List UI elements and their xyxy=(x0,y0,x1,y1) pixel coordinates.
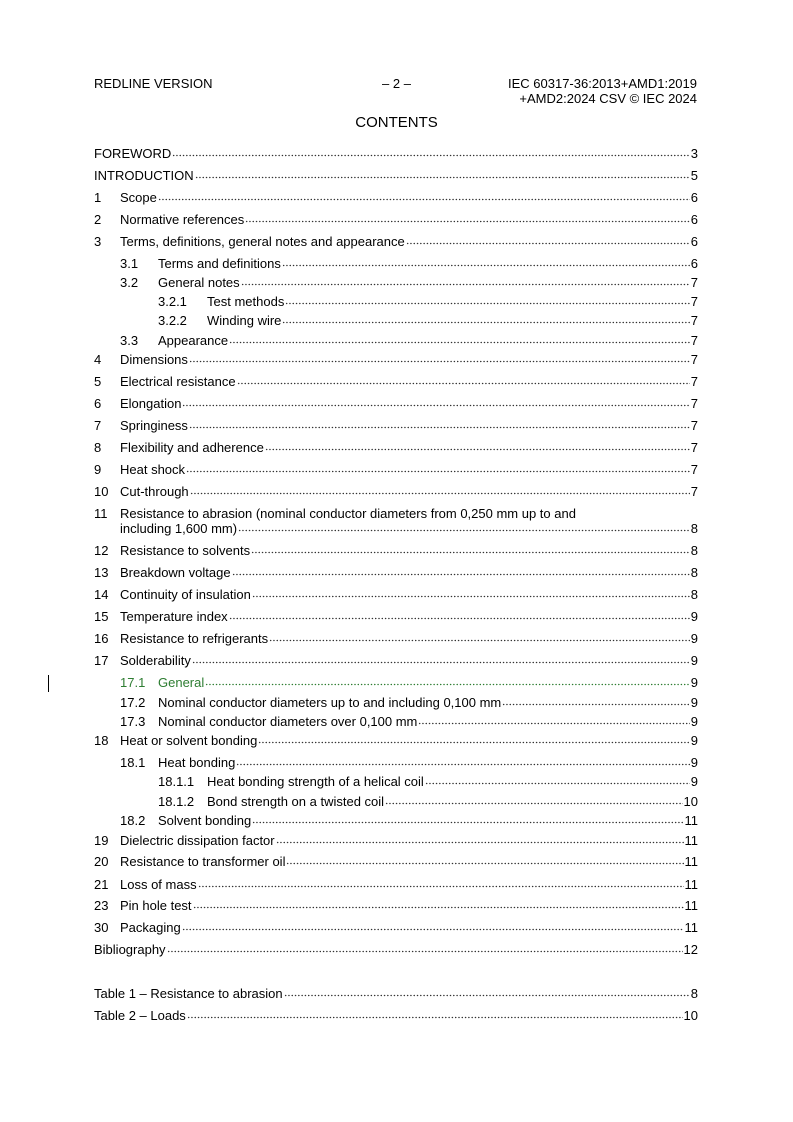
dot-leader xyxy=(229,616,690,620)
header-right-line2: +AMD2:2024 CSV © IEC 2024 xyxy=(519,91,697,106)
toc-entry-number: 3 xyxy=(94,234,102,249)
toc-entry-number: 17.3 xyxy=(120,714,146,729)
toc-entry-number: 23 xyxy=(94,898,109,913)
toc-entry-text: Dimensions xyxy=(120,352,188,367)
toc-entry-text: Springiness xyxy=(120,418,188,433)
toc-entry-5[interactable] xyxy=(94,374,698,389)
toc-entry-page: 9 xyxy=(690,755,698,770)
toc-entry-text: Dielectric dissipation factor xyxy=(120,833,275,848)
toc-entry-18-1-1[interactable] xyxy=(158,774,698,789)
toc-entry-page: 11 xyxy=(684,877,698,892)
toc-entry-text: Electrical resistance xyxy=(120,374,236,389)
dot-leader xyxy=(238,528,690,532)
dot-leader xyxy=(167,949,683,953)
toc-entry-number: 12 xyxy=(94,543,109,558)
toc-entry-7[interactable] xyxy=(94,418,698,433)
toc-entry-text: General notes xyxy=(158,275,240,290)
toc-entry-page: 11 xyxy=(684,833,698,848)
toc-entry-3[interactable] xyxy=(94,234,698,249)
toc-entry-page: 12 xyxy=(683,942,698,957)
toc-entry-19[interactable] xyxy=(94,833,698,848)
table-entry-page: 10 xyxy=(683,1008,698,1023)
toc-entry-page: 11 xyxy=(684,854,698,869)
toc-entry-page: 5 xyxy=(690,168,698,183)
dot-leader xyxy=(189,425,690,429)
toc-entry-text: Bibliography xyxy=(94,942,166,957)
toc-entry-text: General xyxy=(158,675,205,690)
toc-entry-text: Appearance xyxy=(158,333,229,348)
dot-leader xyxy=(258,740,689,744)
toc-entry-page: 9 xyxy=(690,675,698,690)
toc-entry-page: 9 xyxy=(690,774,698,789)
dot-leader xyxy=(229,340,690,344)
toc-entry-number: 18.1 xyxy=(120,755,146,770)
toc-entry-3-2-2[interactable] xyxy=(158,313,698,328)
toc-entry-text: Continuity of insulation xyxy=(120,587,251,602)
toc-entry-bibliography[interactable] xyxy=(94,942,698,957)
dot-leader xyxy=(241,282,690,286)
toc-entry-18-1[interactable] xyxy=(120,755,698,770)
toc-entry-page: 11 xyxy=(684,813,698,828)
dot-leader xyxy=(187,1015,683,1019)
toc-entry-text: Elongation xyxy=(120,396,182,411)
toc-entry-number: 11 xyxy=(94,506,108,521)
table-entry-page: 8 xyxy=(690,986,698,1001)
toc-entry-number: 3.1 xyxy=(120,256,139,271)
toc-entry-text: Normative references xyxy=(120,212,245,227)
dot-leader xyxy=(158,197,690,201)
toc-entry-text: Cut-through xyxy=(120,484,189,499)
toc-entry-number: 2 xyxy=(94,212,102,227)
toc-entry-page: 9 xyxy=(690,653,698,668)
toc-entry-number: 17.2 xyxy=(120,695,146,710)
toc-entry-number: 13 xyxy=(94,565,109,580)
toc-entry-text: Nominal conductor diameters over 0,100 mm xyxy=(158,714,418,729)
toc-entry-page: 9 xyxy=(690,733,698,748)
toc-entry-page: 9 xyxy=(690,631,698,646)
dot-leader xyxy=(232,572,690,576)
dot-leader xyxy=(418,721,689,725)
dot-leader xyxy=(205,682,690,686)
table-entry-text: Table 2 – Loads xyxy=(94,1008,186,1023)
toc-entry-17-3[interactable] xyxy=(120,714,698,729)
table-list-entry-1[interactable] xyxy=(94,986,698,1001)
toc-entry-number: 5 xyxy=(94,374,102,389)
toc-entry-page: 7 xyxy=(690,440,698,455)
dot-leader xyxy=(252,594,690,598)
toc-entry-1[interactable] xyxy=(94,190,698,205)
table-list-entry-2[interactable] xyxy=(94,1008,698,1023)
toc-entry-14[interactable] xyxy=(94,587,698,602)
toc-entry-page: 6 xyxy=(690,256,698,271)
toc-entry-text: Resistance to abrasion (nominal conductor diameters from 0,250 mm up to and xyxy=(120,506,576,521)
dot-leader xyxy=(198,884,684,888)
dot-leader xyxy=(265,447,690,451)
dot-leader xyxy=(190,491,690,495)
toc-entry-number: 20 xyxy=(94,854,109,869)
toc-entry-text: Pin hole test xyxy=(120,898,192,913)
toc-entry-number: 16 xyxy=(94,631,109,646)
toc-entry-number: 18.2 xyxy=(120,813,146,828)
dot-leader xyxy=(245,219,689,223)
toc-entry-number: 18 xyxy=(94,733,109,748)
toc-entry-text: Heat or solvent bonding xyxy=(120,733,258,748)
toc-entry-18-1-2[interactable] xyxy=(158,794,698,809)
dot-leader xyxy=(286,861,683,865)
toc-entry-text: Winding wire xyxy=(207,313,282,328)
toc-entry-number: 10 xyxy=(94,484,109,499)
toc-entry-introduction[interactable] xyxy=(94,168,698,183)
toc-entry-number: 3.2.1 xyxy=(158,294,187,309)
toc-entry-text: Solderability xyxy=(120,653,191,668)
toc-entry-page: 7 xyxy=(690,396,698,411)
toc-entry-number: 18.1.1 xyxy=(158,774,195,789)
toc-entry-text: Heat bonding xyxy=(158,755,236,770)
toc-entry-page: 7 xyxy=(690,294,698,309)
toc-entry-page: 8 xyxy=(690,521,698,536)
toc-entry-number: 9 xyxy=(94,462,102,477)
toc-entry-number: 6 xyxy=(94,396,102,411)
toc-entry-text: Resistance to refrigerants xyxy=(120,631,269,646)
toc-entry-text: FOREWORD xyxy=(94,146,172,161)
toc-entry-18-2[interactable] xyxy=(120,813,698,828)
toc-entry-page: 3 xyxy=(690,146,698,161)
toc-entry-page: 6 xyxy=(690,234,698,249)
dot-leader xyxy=(282,320,689,324)
toc-entry-21[interactable] xyxy=(94,877,698,892)
dot-leader xyxy=(182,403,689,407)
toc-entry-number: 4 xyxy=(94,352,102,367)
toc-entry-6[interactable] xyxy=(94,396,698,411)
toc-entry-text: Resistance to transformer oil xyxy=(120,854,286,869)
toc-entry-text: Nominal conductor diameters up to and including 0,100 mm xyxy=(158,695,502,710)
change-bar xyxy=(48,675,49,692)
toc-entry-30[interactable] xyxy=(94,920,698,935)
toc-entry-text: INTRODUCTION xyxy=(94,168,194,183)
dot-leader xyxy=(276,840,684,844)
toc-entry-page: 7 xyxy=(690,352,698,367)
dot-leader xyxy=(502,702,690,706)
toc-entry-page: 8 xyxy=(690,543,698,558)
dot-leader xyxy=(285,301,689,305)
toc-entry-text: Heat shock xyxy=(120,462,186,477)
toc-entry-8[interactable] xyxy=(94,440,698,455)
toc-entry-page: 9 xyxy=(690,695,698,710)
toc-entry-20[interactable] xyxy=(94,854,698,869)
header-left: REDLINE VERSION xyxy=(94,76,213,91)
toc-entry-3-3[interactable] xyxy=(120,333,698,348)
dot-leader xyxy=(406,241,690,245)
dot-leader xyxy=(385,801,682,805)
dot-leader xyxy=(192,660,690,664)
toc-entry-page: 7 xyxy=(690,333,698,348)
toc-entry-page: 8 xyxy=(690,565,698,580)
toc-entry-number: 30 xyxy=(94,920,109,935)
toc-entry-2[interactable] xyxy=(94,212,698,227)
toc-entry-page: 7 xyxy=(690,374,698,389)
dot-leader xyxy=(186,469,690,473)
dot-leader xyxy=(189,359,690,363)
toc-entry-page: 7 xyxy=(690,313,698,328)
toc-entry-4[interactable] xyxy=(94,352,698,367)
toc-entry-text: Flexibility and adherence xyxy=(120,440,264,455)
dot-leader xyxy=(252,820,683,824)
header-page-number: – 2 – xyxy=(382,76,411,91)
table-entry-text: Table 1 – Resistance to abrasion xyxy=(94,986,283,1001)
toc-entry-number: 19 xyxy=(94,833,109,848)
toc-entry-text: Resistance to solvents xyxy=(120,543,251,558)
toc-entry-number: 3.2 xyxy=(120,275,139,290)
toc-entry-number: 3.3 xyxy=(120,333,139,348)
dot-leader xyxy=(425,781,690,785)
toc-entry-9[interactable] xyxy=(94,462,698,477)
toc-entry-text: Solvent bonding xyxy=(158,813,252,828)
toc-entry-text: Terms, definitions, general notes and appearance xyxy=(120,234,405,249)
dot-leader xyxy=(172,153,689,157)
toc-entry-text: Loss of mass xyxy=(120,877,197,892)
dot-leader xyxy=(251,550,690,554)
toc-entry-continuation xyxy=(120,521,698,536)
toc-entry-number: 21 xyxy=(94,877,109,892)
toc-entry-3-2-1[interactable] xyxy=(158,294,698,309)
toc-entry-3-1[interactable] xyxy=(120,256,698,271)
toc-entry-3-2[interactable] xyxy=(120,275,698,290)
toc-entry-17-1[interactable] xyxy=(120,675,698,690)
toc-entry-number: 15 xyxy=(94,609,109,624)
toc-entry-text: Terms and definitions xyxy=(158,256,281,271)
toc-entry-number: 17 xyxy=(94,653,109,668)
toc-entry-page: 7 xyxy=(690,462,698,477)
toc-entry-number: 18.1.2 xyxy=(158,794,195,809)
toc-entry-13[interactable] xyxy=(94,565,698,580)
toc-entry-text: Heat bonding strength of a helical coil xyxy=(207,774,424,789)
dot-leader xyxy=(193,905,684,909)
dot-leader xyxy=(195,175,690,179)
toc-entry-text: Breakdown voltage xyxy=(120,565,231,580)
toc-entry-18[interactable] xyxy=(94,733,698,748)
toc-entry-page: 9 xyxy=(690,609,698,624)
toc-entry-text: Packaging xyxy=(120,920,181,935)
dot-leader xyxy=(282,263,690,267)
dot-leader xyxy=(269,638,690,642)
toc-entry-text: Scope xyxy=(120,190,157,205)
toc-entry-number: 17.1 xyxy=(120,675,146,690)
toc-entry-15[interactable] xyxy=(94,609,698,624)
toc-entry-foreword[interactable] xyxy=(94,146,698,161)
toc-entry-12[interactable] xyxy=(94,543,698,558)
header-right-line1: IEC 60317-36:2013+AMD1:2019 xyxy=(508,76,697,91)
toc-entry-17[interactable] xyxy=(94,653,698,668)
toc-entry-10[interactable] xyxy=(94,484,698,499)
toc-entry-page: 8 xyxy=(690,587,698,602)
toc-entry-16[interactable] xyxy=(94,631,698,646)
toc-entry-page: 6 xyxy=(690,190,698,205)
toc-entry-number: 14 xyxy=(94,587,109,602)
toc-entry-page: 7 xyxy=(690,275,698,290)
toc-entry-page: 11 xyxy=(684,920,698,935)
toc-entry-23[interactable] xyxy=(94,898,698,913)
toc-entry-page: 7 xyxy=(690,484,698,499)
toc-entry-page: 7 xyxy=(690,418,698,433)
toc-entry-page: 6 xyxy=(690,212,698,227)
toc-entry-17-2[interactable] xyxy=(120,695,698,710)
dot-leader xyxy=(236,762,689,766)
dot-leader xyxy=(237,381,690,385)
toc-entry-page: 9 xyxy=(690,714,698,729)
toc-entry-number: 8 xyxy=(94,440,102,455)
toc-entry-number: 7 xyxy=(94,418,102,433)
dot-leader xyxy=(284,993,690,997)
toc-entry-text: Bond strength on a twisted coil xyxy=(207,794,385,809)
toc-entry-text: Test methods xyxy=(207,294,285,309)
toc-entry-number: 1 xyxy=(94,190,102,205)
toc-entry-page: 10 xyxy=(683,794,698,809)
header-right xyxy=(508,76,697,106)
dot-leader xyxy=(182,927,684,931)
page-title: CONTENTS xyxy=(355,114,438,131)
toc-entry-text: Temperature index xyxy=(120,609,228,624)
toc-entry-page: 11 xyxy=(684,898,698,913)
toc-entry-number: 3.2.2 xyxy=(158,313,187,328)
toc-entry-text-continued: including 1,600 mm) xyxy=(120,521,238,536)
